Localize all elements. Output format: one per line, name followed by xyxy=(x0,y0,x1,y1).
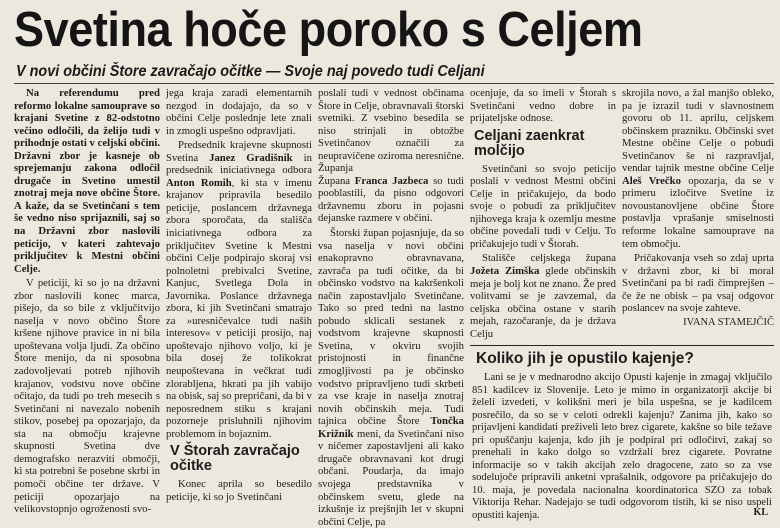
section-heading: V Štorah zavračajo očitke xyxy=(170,443,300,475)
person-name: Franca Jazbeca xyxy=(354,174,429,187)
text-run: Predsednik krajevne skupnosti Svetina xyxy=(166,139,312,164)
body-paragraph: Konec aprila so besedilo peticije, ki so jo Svetinčani xyxy=(166,478,312,503)
author-byline: IVANA STAMEJČIČ xyxy=(683,316,774,328)
person-name: Aleš Vrečko xyxy=(622,174,681,187)
text-run: glede občinskih meja je bolj kot ne znano. Že pred volitvami se je zavzemal, da celjska občina ostane v starih mejah, razočaranje, da je država Celju xyxy=(470,265,617,340)
article-column-2 xyxy=(166,87,312,521)
text-run: , ki sta v imenu krajanov pripravila besedilo peticije, poslancem državnega zbora sporočata, da stališča iniciativnega odbora za priključitev Svetine k Mestni občini Celje podpirajo skoraj vsi polnoletni prebivalci Svetine, Kanjuc, Svetlega Dola in Javornika. Poslance državnega zbora, ki jih Svetinčani smatrajo za »uresničevalce tudi naših interesov« v peticiji prosijo, naj upoštevajo njihovo voljo, ki je bila dosej že tolikokrat neupoštevana in večkrat tudi zlorabljena, hkrati pa jih vabijo na obisk, saj so prepričani, da bi v neposrednem stiku s krajani pozorneje prisluhnili njihovim problemom in bojaznim. xyxy=(166,176,312,440)
body-paragraph: jega kraja zaradi elementarnih nezgod in dodajajo, da so v občini Celje poslednje lete znali in zmogli uspešno odpravljati. xyxy=(166,87,312,137)
author-initials: KL xyxy=(753,507,768,518)
person-name: Tončka Križnik xyxy=(318,415,464,440)
sidebar-body: Lani se je v mednarodno akcijo Opusti kajenje in zmagaj vključilo 851 kadilcev iz Slovenije. Leto je mimo in organizatorji akcije bi želeli izvedeti, v kolikšni meri je bila uspešna, se je kadilcem posrečilo, da so se v celoti odrekli kajenju? Zanima jih, kako so prijavljeni kandidati preživeli leto brez cigarete, kakšne so bile težave pri opuščanju kajenja, kdo jih je podpiral pri odločitvi, zakaj so prenehali in kako dolgo so vzdržali brez cigarete. Povratne informacije so v takih akcijah zelo dragocene, zato so za vse sodelujoče pripravili anketni vprašalnik, odgovore pa pričakujejo do 10. maja, je povedala nacionalna koordinatorica SZO za tobak Viktorija Rehar. Nadejajo se tudi odgovorom tistih, ki se niso uspeli opustiti kajenja. xyxy=(472,372,772,521)
body-paragraph xyxy=(318,175,464,225)
sidebar-title: Koliko jih je opustilo kajenje? xyxy=(476,350,694,367)
article-headline: Svetina hoče poroko s Celjem xyxy=(14,3,643,57)
body-paragraph xyxy=(470,252,616,340)
text-run: opozarja, da se v primeru izločitve Svetine iz novoustanovljene občine Štore postavlja vprašanje smiselnosti reforme lokalne samouprave na tem območju. xyxy=(622,174,775,250)
text-run: skrojila novo, a žal manjšo obleko, pa je izrazil tudi v slavnostnem govoru ob 11. aprilu, celjskem občinskem prazniku. Občinski svet Mestne občine Celje o pobudi Svetinčanov še ni razpravljal, vendar tajnik mestne občine Celje xyxy=(622,87,774,175)
text-run: so tudi pooblastili, da pisno odgovori državnemu zboru in pojasni dejanske razmere v občini. xyxy=(318,174,464,225)
body-paragraph: ocenjuje, da so imeli v Štorah s Svetinčani vedno dobre in prijateljske odnose. xyxy=(470,87,616,125)
person-name: Anton Romih xyxy=(166,176,232,189)
section-heading: Celjani zaenkrat molčijo xyxy=(474,127,585,159)
body-paragraph xyxy=(318,227,464,528)
body-paragraph xyxy=(318,87,464,175)
text-run: meni, da Svetinčani niso v ničemer zapostavljeni ali kako drugače obravnavani kot drugi občani. Poudarja, da imajo svojega predstavnika v občinskem svetu, glede na izkušnje iz prejšnjih let v skupni občini Celje, pa xyxy=(318,427,464,528)
body-paragraph: V peticiji, ki so jo na državni zbor naslovili konec marca, pišejo, da so bile z vključitvijo naselja v novo občino Štore kršene njihove pravice in ni bila upoštevana volja ljudi. Za občino Štore menijo, da ni sposobna zadovoljevati potreb njihovih krajanov, vodstvu nove občine očitajo, da tudi po treh mesecih s Svetinčani ni navezalo nobenih stikov, posebej pa opozarjajo, da sta na območju krajevne skupnosti Svetina dve demografsko nerazviti območji, ki sta potrebni še posebne skrbi in pomoči občine ter države. V peticiji opozarjajo na velikovstopnjo ogroženosti svo- xyxy=(14,277,160,516)
body-paragraph: Svetinčani so svojo peticijo poslali v vednost Mestni občini Celje in pričakujejo, da bodo svoje o pobudi za priključitev njihovega kraja k ozemlju mestne občine povedali tudi v Celju. To pričakujejo tudi v Štorah. xyxy=(470,162,616,250)
article-column-3 xyxy=(318,87,464,528)
article-column-5 xyxy=(622,87,774,343)
lead-paragraph: Na referendumu pred reformo lokalne samouprave so krajani Svetine z 82-odstotno večino odločili, da želijo tudi v prihodnje ostati v celjski občini. Državni zbor je kasneje ob sprejemanju zakona odločil drugače in Svetino umestil znotraj meja nove občine Štore. A kaže, da se Svetinčani s tem še vedno niso sprijaznili, saj so na Državni zbor naslovili peticijo, v kateri zahtevajo priključitev k Mestni občini Celje. xyxy=(14,87,160,275)
divider xyxy=(14,83,774,84)
sidebar-article xyxy=(470,345,774,521)
text-run: poslali tudi v vednost občinama Štore in Celje, obravnavali štorski svetniki. Z vsebino besedila se niso strinjali in obtožbe Svetinčanov označili za neupravičene oziroma neresnične. Županja xyxy=(318,87,464,175)
person-name: Jožeta Zimška xyxy=(470,265,540,278)
text-run: Stališče celjskega župana xyxy=(482,252,616,265)
text-run: Župana xyxy=(318,174,355,187)
article-column-4 xyxy=(470,87,616,343)
body-paragraph xyxy=(622,87,774,250)
article-column-1 xyxy=(14,87,160,521)
article-subheadline: V novi občini Štore zavračajo očitke — Svoje naj povedo tudi Celjani xyxy=(16,63,485,80)
text-run: Štorski župan pojasnjuje, da so vsa naselja v novi občini enakopravno obravnavana, zavrača pa tudi očitke, da bi občinsko vodstvo na kakršenkoli način zapostavljalo Svetinčane. Tako so pred tedni na lastno pobudo sklicali sestanek z vodstvom krajevne skupnosti Svetina, v okviru svojih pristojnosti in finančne zmogljivosti pa je občinsko vodstvo pripravljeno tudi skrbeti za vse kraje in naselja znotraj novih občinskih meja. Tudi tajnica občine Štore xyxy=(318,227,464,428)
person-name: Janez Gradišnik xyxy=(209,151,293,164)
body-paragraph: Pričakovanja vseh so zdaj uprta v državni zbor, ki bi moral Svetinčani pa bi radi čimprejšen – če že ne obisk – pa vsaj odgovor poslancev na svoje zahteve. xyxy=(622,252,774,315)
body-paragraph xyxy=(166,139,312,440)
text-run: in predsednik iniciativnega odbora xyxy=(166,151,312,177)
